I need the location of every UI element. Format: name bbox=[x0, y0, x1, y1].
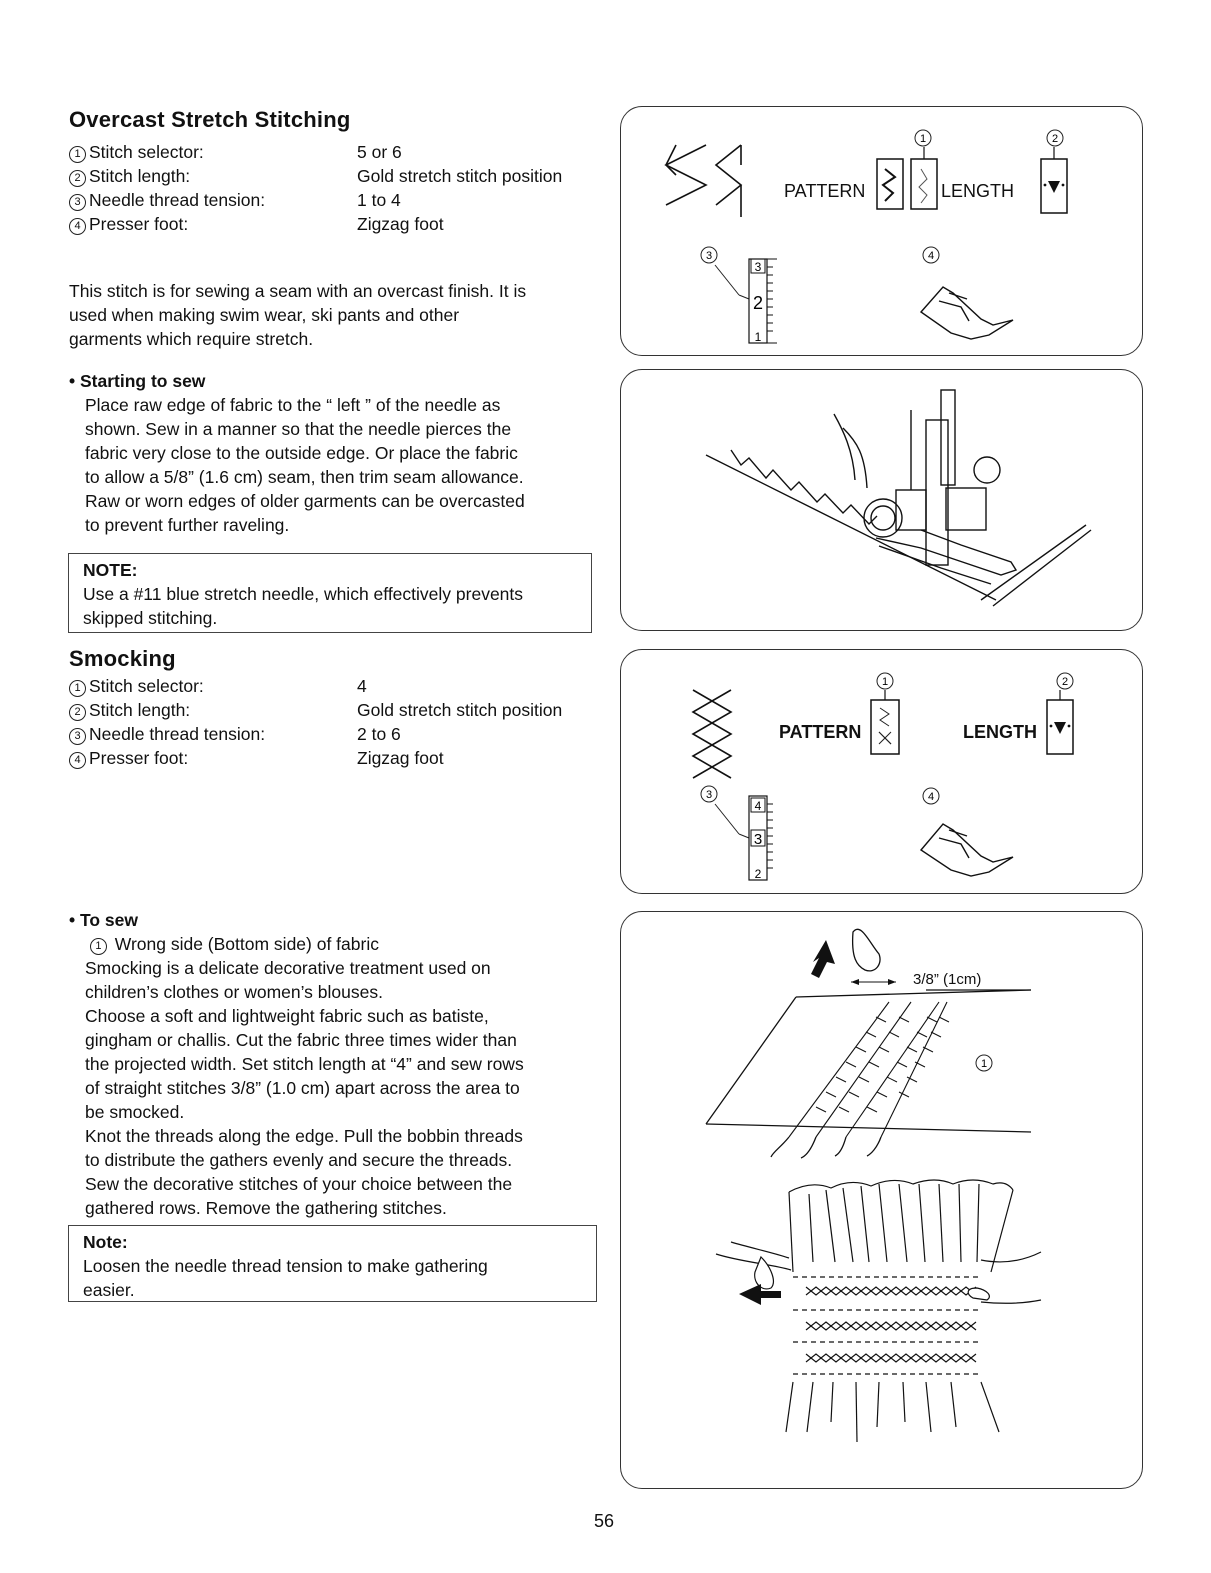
note-title: NOTE: bbox=[83, 560, 138, 580]
fabric-edge bbox=[706, 455, 996, 600]
spec-row bbox=[69, 674, 562, 698]
callout-number: 3 bbox=[69, 728, 86, 745]
pattern-label: PATTERN bbox=[779, 722, 862, 742]
callout-3: 3 bbox=[705, 250, 713, 262]
spec-list-smocking bbox=[69, 674, 562, 770]
spec-label: Stitch length: bbox=[89, 700, 191, 720]
text-line: easier. bbox=[83, 1280, 135, 1300]
overcast-intro bbox=[69, 279, 526, 351]
note-box-smocking bbox=[68, 1225, 597, 1302]
spec-row bbox=[69, 746, 562, 770]
spec-label: Presser foot: bbox=[89, 214, 189, 234]
pull-left-arrow-icon bbox=[739, 1284, 781, 1305]
tension-dial-icon bbox=[749, 796, 773, 881]
hand-icon bbox=[853, 929, 880, 971]
dial-number: 2 bbox=[752, 293, 764, 313]
smocking-stitch-symbol-icon bbox=[693, 690, 731, 778]
text-line: to allow a 5/8” (1.6 cm) seam, then trim seam allowance. bbox=[85, 467, 524, 487]
text-line: This stitch is for sewing a seam with an overcast finish. It is bbox=[69, 281, 527, 301]
length-label: LENGTH bbox=[941, 181, 1015, 201]
callout-number: 1 bbox=[69, 680, 86, 697]
zigzag-presser-foot-icon bbox=[921, 287, 1013, 339]
spec-row bbox=[69, 212, 562, 236]
spec-label: Stitch selector: bbox=[89, 676, 204, 696]
spec-label: Needle thread tension: bbox=[89, 190, 266, 210]
text-line: gingham or challis. Cut the fabric three times wider than bbox=[85, 1030, 517, 1050]
text-line: of straight stitches 3/8” (1.0 cm) apart across the area to bbox=[85, 1078, 520, 1098]
callout-1: 1 bbox=[881, 676, 889, 688]
starting-to-sew-text bbox=[85, 393, 525, 537]
callout-number: 4 bbox=[69, 218, 86, 235]
callout-number: 1 bbox=[90, 938, 107, 955]
callout-number: 2 bbox=[69, 170, 86, 187]
callout-number: 3 bbox=[69, 194, 86, 211]
text-line: Raw or worn edges of older garments can be overcasted bbox=[85, 491, 525, 511]
pattern-selector-window-icon bbox=[871, 690, 899, 754]
text-line: shown. Sew in a manner so that the needle pierces the bbox=[85, 419, 512, 439]
callout-3: 3 bbox=[705, 789, 713, 801]
text-line: the projected width. Set stitch length at “4” and sew rows bbox=[85, 1054, 524, 1074]
measurement-label: 3/8” (1cm) bbox=[913, 971, 982, 988]
text-line: gathered rows. Remove the gathering stitches. bbox=[85, 1198, 447, 1218]
tension-dial-icon bbox=[749, 259, 777, 344]
text-line: fabric very close to the outside edge. Or place the fabric bbox=[85, 443, 518, 463]
text-line: to distribute the gathers evenly and secure the threads. bbox=[85, 1150, 513, 1170]
pattern-label: PATTERN bbox=[784, 181, 866, 201]
overcast-stitches bbox=[731, 450, 877, 524]
spec-value: 4 bbox=[357, 676, 367, 696]
text-line: Knot the threads along the edge. Pull the bobbin threads bbox=[85, 1126, 523, 1146]
callout-1: 1 bbox=[980, 1058, 988, 1070]
spec-value: Gold stretch stitch position bbox=[357, 700, 563, 720]
text-line: Use a #11 blue stretch needle, which effectively prevents bbox=[83, 584, 524, 604]
starting-to-sew-heading: • Starting to sew bbox=[69, 371, 206, 391]
overcast-sewing-illustration bbox=[621, 370, 1144, 632]
callout-number: 2 bbox=[69, 704, 86, 721]
callout-number: 1 bbox=[69, 146, 86, 163]
smocking-settings-panel bbox=[620, 649, 1143, 894]
spec-value: 2 to 6 bbox=[357, 724, 401, 744]
section-title-smocking: Smocking bbox=[69, 646, 176, 671]
spec-value: Gold stretch stitch position bbox=[357, 166, 563, 186]
spec-value: 5 or 6 bbox=[357, 142, 402, 162]
dial-number: 4 bbox=[754, 799, 762, 813]
gathered-smocked-fabric bbox=[716, 1180, 1041, 1442]
note-title: Note: bbox=[83, 1232, 128, 1252]
page-number: 56 bbox=[594, 1511, 615, 1531]
spec-label: Presser foot: bbox=[89, 748, 189, 768]
pull-up-arrow-icon bbox=[811, 940, 835, 978]
spec-row bbox=[69, 722, 562, 746]
length-dial-icon bbox=[1041, 147, 1067, 213]
text-line: Loosen the needle thread tension to make gathering bbox=[83, 1256, 488, 1276]
pattern-selector-window-icon bbox=[877, 147, 937, 209]
text-line: Smocking is a delicate decorative treatment used on bbox=[85, 958, 491, 978]
sew-item bbox=[85, 932, 524, 956]
smocking-process-illustration bbox=[621, 912, 1144, 1490]
dial-number: 3 bbox=[754, 260, 762, 274]
sew-item-text: Wrong side (Bottom side) of fabric bbox=[114, 934, 379, 954]
section-title-overcast: Overcast Stretch Stitching bbox=[69, 107, 351, 132]
text-line: be smocked. bbox=[85, 1102, 185, 1122]
smocking-illustration-panel bbox=[620, 911, 1143, 1489]
spec-value: 1 to 4 bbox=[357, 190, 401, 210]
dial-number: 2 bbox=[754, 867, 762, 881]
text-line: garments which require stretch. bbox=[69, 329, 314, 349]
text-line: used when making swim wear, ski pants and other bbox=[69, 305, 460, 325]
spec-row bbox=[69, 140, 562, 164]
dial-number: 3 bbox=[753, 831, 763, 848]
length-label: LENGTH bbox=[963, 722, 1037, 742]
to-sew-text bbox=[85, 932, 524, 1220]
text-line: children’s clothes or women’s blouses. bbox=[85, 982, 383, 1002]
spec-label: Needle thread tension: bbox=[89, 724, 266, 744]
spec-row bbox=[69, 164, 562, 188]
callout-number: 4 bbox=[69, 752, 86, 769]
to-sew-heading: • To sew bbox=[69, 910, 139, 930]
callout-1: 1 bbox=[919, 133, 927, 145]
callout-2: 2 bbox=[1061, 676, 1069, 688]
flat-fabric-with-gathering-rows bbox=[706, 990, 1031, 1158]
straight-stitch-ticks bbox=[816, 1017, 949, 1112]
overcast-stitch-symbol-icon bbox=[666, 145, 741, 217]
spec-row bbox=[69, 698, 562, 722]
smocking-settings-illustration bbox=[621, 650, 1144, 895]
spec-value: Zigzag foot bbox=[357, 748, 444, 768]
spec-row bbox=[69, 188, 562, 212]
text-line: Sew the decorative stitches of your choice between the bbox=[85, 1174, 513, 1194]
text-line: skipped stitching. bbox=[83, 608, 218, 628]
spec-label: Stitch length: bbox=[89, 166, 191, 186]
callout-4: 4 bbox=[927, 250, 935, 262]
overcast-settings-illustration bbox=[621, 107, 1144, 357]
length-dial-icon bbox=[1047, 690, 1073, 754]
callout-4: 4 bbox=[927, 791, 935, 803]
text-line: Place raw edge of fabric to the “ left ” of the needle as bbox=[85, 395, 501, 415]
dial-number: 1 bbox=[754, 330, 762, 344]
overcast-sewing-panel bbox=[620, 369, 1143, 631]
text-line: Choose a soft and lightweight fabric such as batiste, bbox=[85, 1006, 489, 1026]
note-box-overcast bbox=[68, 553, 592, 633]
text-line: to prevent further raveling. bbox=[85, 515, 290, 535]
spec-list-overcast bbox=[69, 140, 562, 236]
callout-2: 2 bbox=[1051, 133, 1059, 145]
overcast-settings-panel bbox=[620, 106, 1143, 356]
zigzag-presser-foot-icon bbox=[921, 824, 1013, 876]
spec-label: Stitch selector: bbox=[89, 142, 204, 162]
spec-value: Zigzag foot bbox=[357, 214, 444, 234]
